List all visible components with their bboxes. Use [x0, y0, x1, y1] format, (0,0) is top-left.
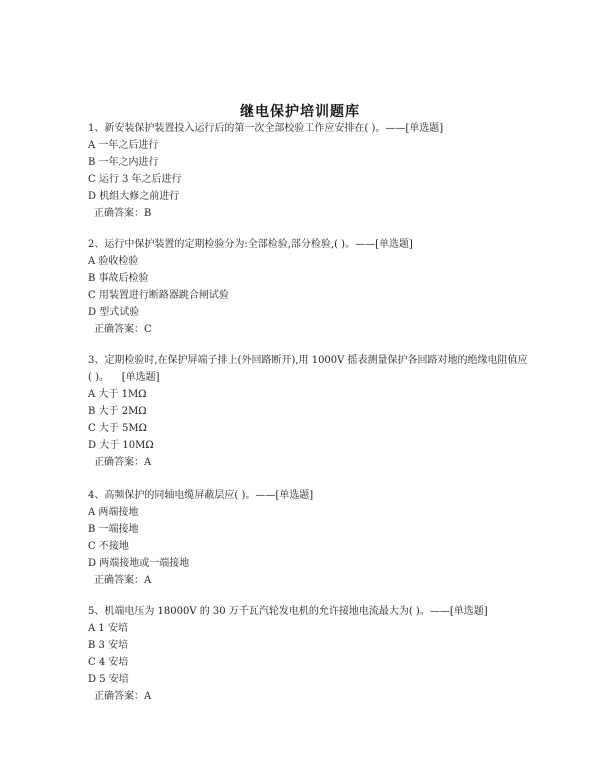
question-stem: 3、定期检验时,在保护屏端子排上(外回路断开),用 1000V 摇表测量保护各回路对地的绝缘电阻值应( )。 [单选题]	[88, 355, 528, 383]
question-stem: 2、运行中保护装置的定期检验分为:全部检验,部分检验,( )。——[单选题]	[88, 239, 413, 250]
option-d: D 机组大修之前进行	[88, 191, 180, 202]
document-title: 继电保护培训题库	[240, 104, 360, 120]
correct-answer: 正确答案：C	[94, 324, 152, 335]
question-4	[88, 487, 528, 589]
option-b: B 一端接地	[88, 524, 139, 535]
question-stem: 4、高频保护的同轴电缆屏蔽层应( )。——[单选题]	[88, 490, 314, 501]
correct-answer: 正确答案：A	[94, 457, 152, 468]
option-c: C 4 安培	[88, 657, 129, 668]
question-stem: 5、机端电压为 18000V 的 30 万千瓦汽轮发电机的允许接地电流最大为( )。——[单选题]	[88, 606, 488, 617]
option-d: D 两端接地或一端接地	[88, 558, 190, 569]
option-d: D 型式试验	[88, 307, 140, 318]
option-d: D 5 安培	[88, 674, 129, 685]
option-b: B 3 安培	[88, 640, 129, 651]
correct-answer: 正确答案：B	[94, 208, 152, 219]
option-a: A 1 安培	[88, 623, 128, 634]
option-a: A 两端接地	[88, 507, 139, 518]
option-b: B 大于 2MΩ	[88, 406, 147, 417]
option-c: C 大于 5MΩ	[88, 423, 147, 434]
option-a: A 一年之后进行	[88, 140, 159, 151]
option-a: A 验收检验	[88, 256, 139, 267]
question-2	[88, 236, 528, 338]
question-3	[88, 352, 528, 471]
option-c: C 运行 3 年之后进行	[88, 174, 182, 185]
question-stem: 1、新安装保护装置投入运行后的第一次全部校验工作应安排在( )。——[单选题]	[88, 123, 444, 134]
option-b: B 一年之内进行	[88, 157, 159, 168]
option-c: C 用装置进行断路器跳合闸试验	[88, 290, 229, 301]
option-c: C 不接地	[88, 541, 129, 552]
question-1	[88, 120, 528, 222]
option-d: D 大于 10MΩ	[88, 440, 154, 451]
correct-answer: 正确答案：A	[94, 575, 152, 586]
question-5	[88, 603, 528, 705]
option-b: B 事故后检验	[88, 273, 149, 284]
option-a: A 大于 1MΩ	[88, 389, 147, 400]
correct-answer: 正确答案：A	[94, 691, 152, 702]
